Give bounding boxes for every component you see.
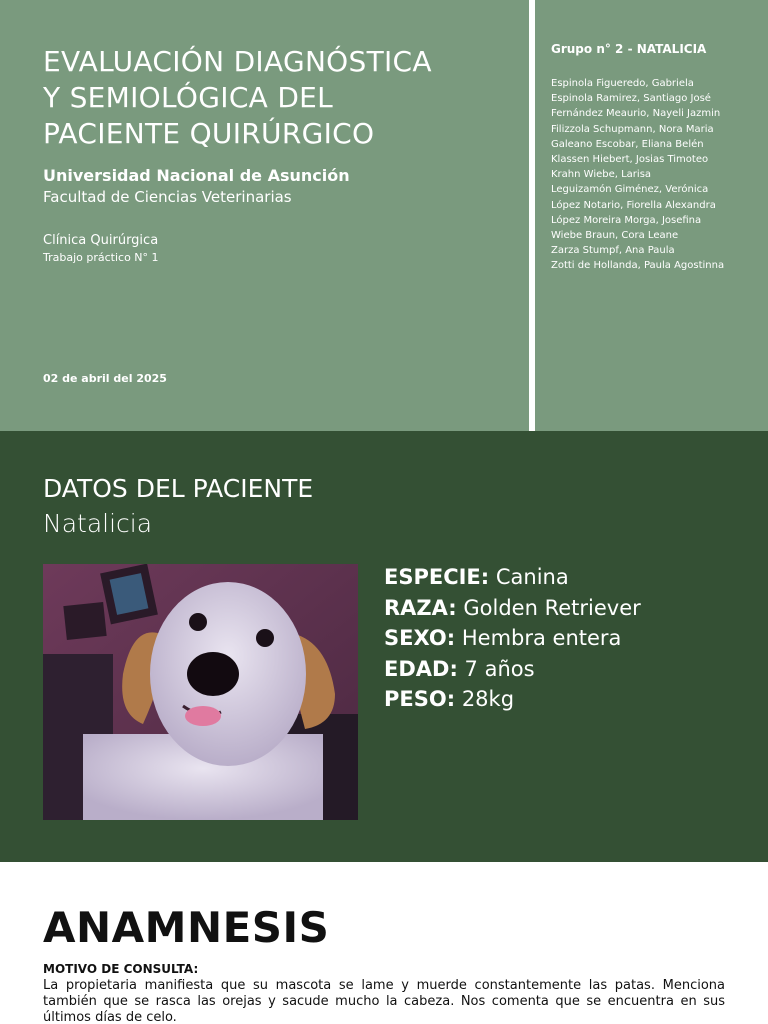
university-name: Universidad Nacional de Asunción bbox=[43, 166, 350, 185]
patient-facts bbox=[384, 562, 641, 715]
title-line-3: PACIENTE QUIRÚRGICO bbox=[43, 117, 375, 150]
member-item: Galeano Escobar, Eliana Belén bbox=[551, 138, 704, 150]
member-item: Espinola Figueredo, Gabriela bbox=[551, 78, 694, 89]
patient-section-title: DATOS DEL PACIENTE bbox=[43, 474, 314, 503]
fact-value: Golden Retriever bbox=[463, 595, 641, 620]
group-title: Grupo n° 2 - NATALICIA bbox=[551, 42, 707, 56]
document-date: 02 de abril del 2025 bbox=[43, 372, 167, 385]
fact-key: SEXO: bbox=[384, 626, 456, 650]
member-item: Wiebe Braun, Cora Leane bbox=[551, 230, 679, 242]
patient-name: Natalicia bbox=[43, 509, 153, 538]
title-line-2: Y SEMIOLÓGICA DEL bbox=[43, 81, 334, 114]
document-title bbox=[43, 44, 513, 152]
member-item: Krahn Wiebe, Larisa bbox=[551, 169, 652, 181]
fact-value: Canina bbox=[495, 565, 569, 589]
member-item: López Notario, Fiorella Alexandra bbox=[551, 199, 716, 211]
fact-key: RAZA: bbox=[384, 595, 457, 620]
header-divider bbox=[529, 0, 535, 431]
fact-value: 7 años bbox=[464, 656, 535, 681]
dog-photo-illustration bbox=[43, 564, 358, 820]
member-list bbox=[551, 76, 763, 274]
member-item: Filizzola Schupmann, Nora Maria bbox=[551, 123, 714, 135]
member-item: Fernández Meaurio, Nayeli Jazmin bbox=[551, 108, 721, 120]
title-line-1: EVALUACIÓN DIAGNÓSTICA bbox=[43, 45, 432, 78]
patient-photo bbox=[43, 564, 358, 820]
fact-value: 28kg bbox=[461, 687, 515, 711]
fact-key: ESPECIE: bbox=[384, 565, 490, 589]
member-item: Zarza Stumpf, Ana Paula bbox=[551, 245, 675, 257]
fact-age bbox=[384, 654, 641, 685]
fact-value: Hembra entera bbox=[461, 626, 622, 650]
practical-number: Trabajo práctico N° 1 bbox=[43, 251, 159, 264]
fact-species bbox=[384, 562, 641, 593]
anamnesis-title: ANAMNESIS bbox=[43, 903, 330, 952]
course-name: Clínica Quirúrgica bbox=[43, 233, 159, 248]
faculty-name: Facultad de Ciencias Veterinarias bbox=[43, 188, 292, 206]
member-item: Leguizamón Giménez, Verónica bbox=[551, 184, 709, 196]
motivo-text: La propietaria manifiesta que su mascota se lame y muerde constantemente las patas. Menciona también que se rasca las orejas y sacude mucho la cabeza. Nos comenta que se encuentra en sus últimos días de celo. bbox=[43, 978, 725, 1024]
fact-key: EDAD: bbox=[384, 656, 458, 681]
member-item: Klassen Hiebert, Josias Timoteo bbox=[551, 154, 709, 166]
member-item: Espinola Ramirez, Santiago José bbox=[551, 93, 711, 105]
motivo-label: MOTIVO DE CONSULTA: bbox=[43, 962, 199, 976]
fact-breed bbox=[384, 593, 641, 624]
member-item: Zotti de Hollanda, Paula Agostinna bbox=[551, 260, 725, 272]
fact-sex bbox=[384, 623, 641, 654]
fact-weight bbox=[384, 684, 641, 715]
member-item: López Moreira Morga, Josefina bbox=[551, 214, 702, 226]
fact-key: PESO: bbox=[384, 687, 456, 711]
